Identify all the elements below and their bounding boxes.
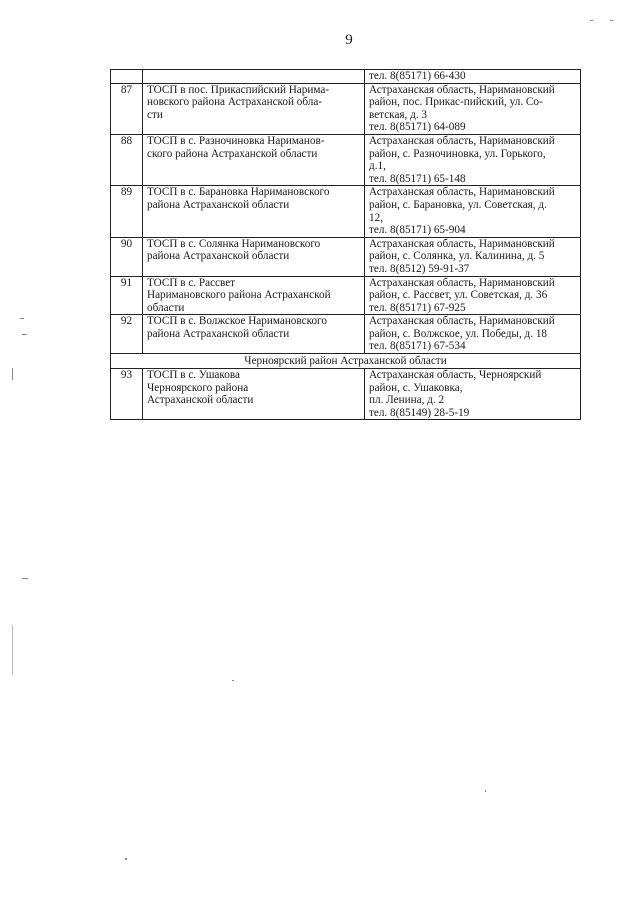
table-row bbox=[111, 314, 580, 353]
office-address-line: Астраханская область, Наримановский bbox=[369, 134, 555, 147]
records-table bbox=[110, 69, 581, 420]
office-address bbox=[365, 277, 580, 315]
office-address-line: район, с. Рассвет, ул. Советская, д. 36 bbox=[369, 289, 548, 302]
office-name-line: области bbox=[147, 301, 185, 314]
office-name bbox=[143, 315, 365, 353]
office-address-line: район, пос. Прикас-пийский, ул. Со- bbox=[369, 96, 543, 109]
office-name-line: ТОСП в с. Солянка Наримановского bbox=[147, 237, 321, 250]
row-number: 88 bbox=[111, 135, 143, 185]
office-address bbox=[365, 84, 580, 134]
scan-speck bbox=[125, 858, 127, 860]
scan-speck bbox=[232, 680, 234, 681]
table-row bbox=[111, 237, 580, 276]
office-address-line: Астраханская область, Наримановский bbox=[369, 237, 555, 250]
office-address-line: тел. 8(85171) 67-925 bbox=[369, 301, 466, 314]
office-address-line: тел. 8(85149) 28-5-19 bbox=[369, 406, 470, 419]
office-name-line: ТОСП в с. Ушакова bbox=[147, 369, 240, 382]
office-address bbox=[365, 70, 580, 83]
office-address-line: 12, bbox=[369, 211, 383, 224]
table-body-section bbox=[111, 368, 580, 419]
row-number: 87 bbox=[111, 84, 143, 134]
office-address-line: район, с. Барановка, ул. Советская, д. bbox=[369, 198, 547, 211]
office-name bbox=[143, 135, 365, 185]
section-header: Черноярский район Астраханской области bbox=[111, 353, 580, 368]
row-number: 89 bbox=[111, 186, 143, 236]
office-name-line: Астраханской области bbox=[147, 394, 254, 407]
page-number: 9 bbox=[345, 32, 353, 48]
table-row bbox=[111, 134, 580, 185]
office-address-line: д.1, bbox=[369, 160, 386, 173]
office-name-line: новского района Астраханской обла- bbox=[147, 96, 323, 109]
scan-speck bbox=[22, 578, 28, 579]
table-row bbox=[111, 185, 580, 236]
office-name-line: сти bbox=[147, 108, 163, 121]
office-name-line: ТОСП в с. Рассвет bbox=[147, 276, 236, 289]
table-row bbox=[111, 368, 580, 419]
office-name-line: района Астраханской области bbox=[147, 198, 290, 211]
scan-speck bbox=[590, 20, 593, 21]
row-number: 90 bbox=[111, 238, 143, 276]
office-address-line: район, с. Ушаковка, bbox=[369, 381, 463, 394]
office-name-line: ского района Астраханской области bbox=[147, 147, 318, 160]
scan-speck bbox=[12, 625, 13, 675]
office-name bbox=[143, 369, 365, 419]
office-address-line: ветская, д. 3 bbox=[369, 108, 428, 121]
office-name bbox=[143, 84, 365, 134]
office-name-line: района Астраханской области bbox=[147, 250, 290, 263]
scan-speck bbox=[610, 20, 613, 21]
office-address bbox=[365, 186, 580, 236]
office-address-line: пл. Ленина, д. 2 bbox=[369, 394, 445, 407]
office-address-line: тел. 8(85171) 65-148 bbox=[369, 172, 466, 185]
office-name-line: ТОСП в пос. Прикаспийский Нарима- bbox=[147, 83, 330, 96]
office-address bbox=[365, 315, 580, 353]
office-address-line: Астраханская область, Наримановский bbox=[369, 186, 555, 199]
office-name-line: ТОСП в с. Волжское Наримановского bbox=[147, 315, 327, 328]
scan-speck bbox=[22, 334, 27, 335]
office-name-line: ТОСП в с. Разночиновка Нариманов- bbox=[147, 134, 325, 147]
office-address-line: тел. 8(8512) 59-91-37 bbox=[369, 262, 470, 275]
scan-speck bbox=[485, 790, 486, 792]
office-address-line: тел. 8(85171) 66-430 bbox=[369, 70, 466, 82]
office-name-line: ТОСП в с. Барановка Наримановского bbox=[147, 186, 330, 199]
office-name bbox=[143, 238, 365, 276]
office-name bbox=[143, 70, 365, 83]
office-address-line: Астраханская область, Наримановский bbox=[369, 315, 555, 328]
office-address-line: тел. 8(85171) 67-534 bbox=[369, 340, 466, 353]
table-row bbox=[111, 70, 580, 83]
office-address-line: Астраханская область, Наримановский bbox=[369, 83, 555, 96]
office-name bbox=[143, 277, 365, 315]
office-address-line: район, с. Солянка, ул. Калинина, д. 5 bbox=[369, 250, 545, 263]
office-address-line: район, с. Волжское, ул. Победы, д. 18 bbox=[369, 327, 548, 340]
office-address-line: тел. 8(85171) 65-904 bbox=[369, 224, 466, 237]
row-number: 93 bbox=[111, 369, 143, 419]
office-address bbox=[365, 369, 580, 419]
scan-speck bbox=[20, 318, 24, 319]
table-row bbox=[111, 83, 580, 134]
office-name bbox=[143, 186, 365, 236]
office-address-line: тел. 8(85171) 64-089 bbox=[369, 121, 466, 134]
table-row bbox=[111, 276, 580, 315]
table-body bbox=[111, 70, 580, 353]
office-address bbox=[365, 135, 580, 185]
office-address-line: район, с. Разночиновка, ул. Горького, bbox=[369, 147, 546, 160]
scan-speck bbox=[12, 368, 13, 380]
office-address-line: Астраханская область, Наримановский bbox=[369, 276, 555, 289]
office-name-line: Черноярского района bbox=[147, 381, 249, 394]
office-name-line: Наримановского района Астраханской bbox=[147, 289, 331, 302]
office-address bbox=[365, 238, 580, 276]
office-address-line: Астраханская область, Черноярский bbox=[369, 369, 542, 382]
row-number: 92 bbox=[111, 315, 143, 353]
row-number: 91 bbox=[111, 277, 143, 315]
row-number bbox=[111, 70, 143, 83]
office-name-line: района Астраханской области bbox=[147, 327, 290, 340]
